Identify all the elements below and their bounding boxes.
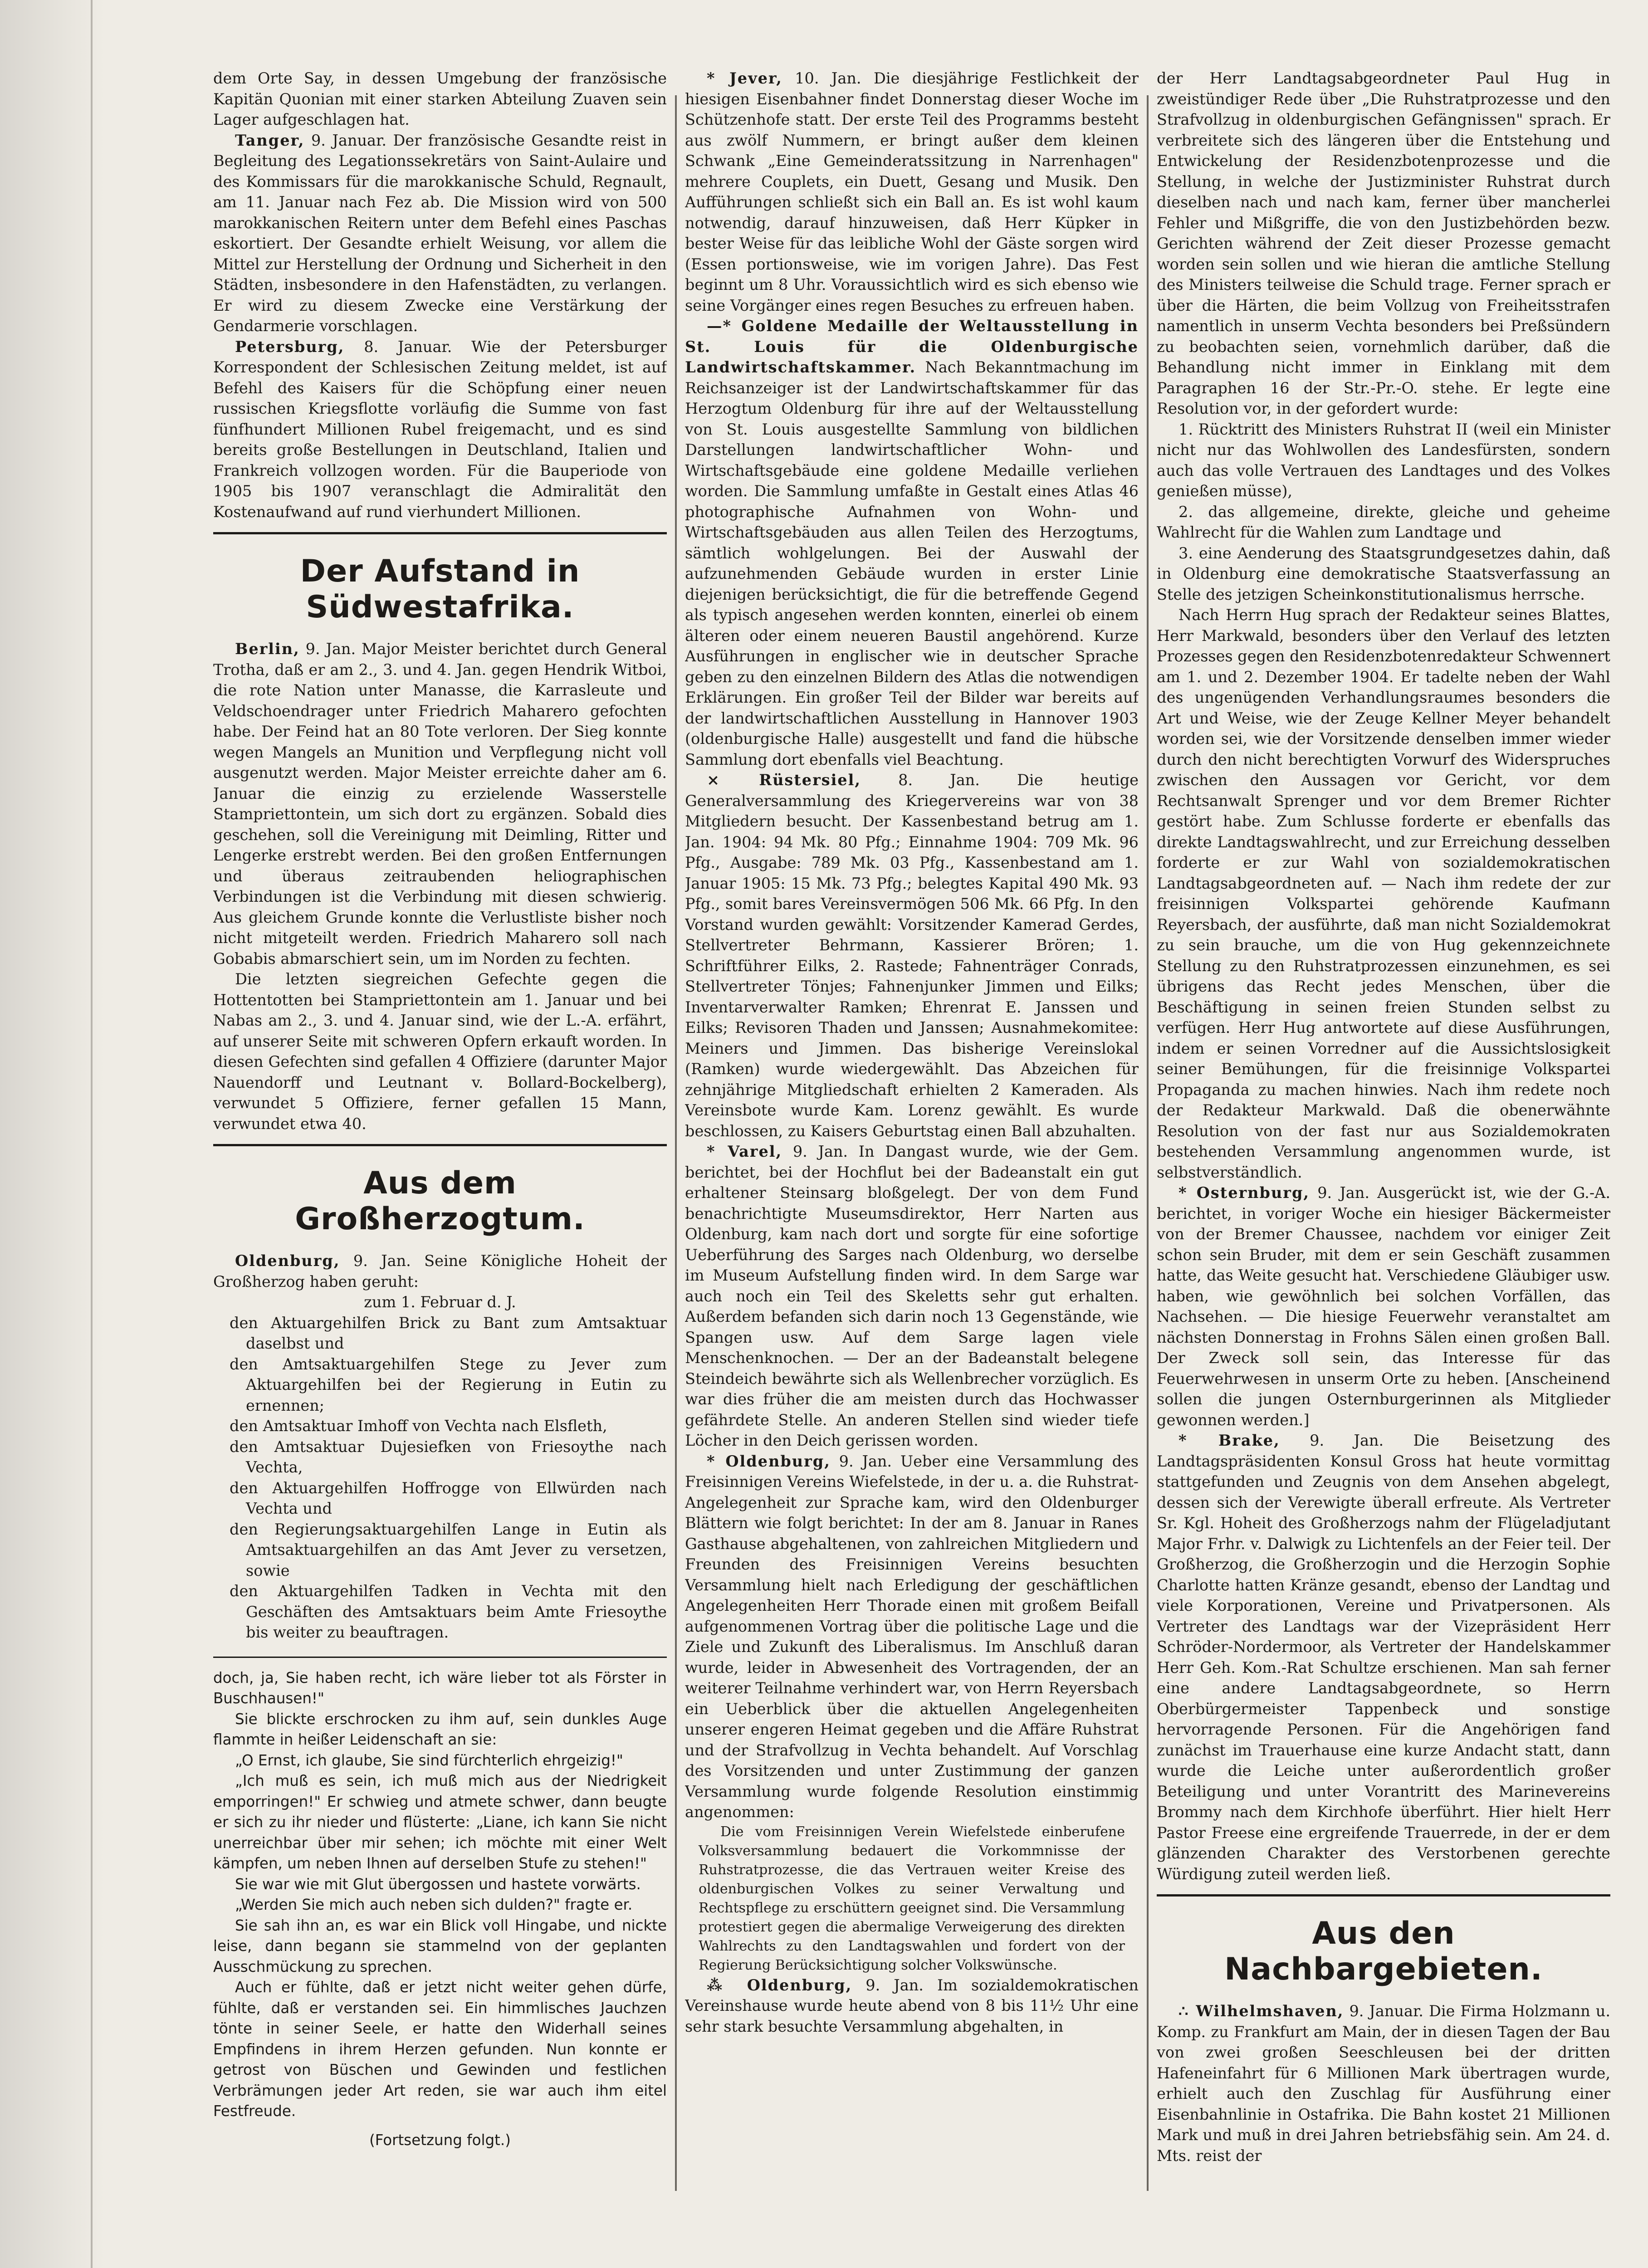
article-jever — [685, 68, 1139, 316]
resolution-item: 3. eine Aenderung des Staatsgrundgesetzes dahin, daß in Oldenburg eine demokratische Staatsverfassung an Stelle des jetzigen Scheinkonstitutionalismus herrsche. — [1157, 544, 1610, 603]
dateline-jever: * Jever, — [707, 69, 782, 87]
article-text: 9. Januar. Der französische Gesandte reist in Begleitung des Legationssekretärs von Saint-Aulaire und des Kommissars für die marokkanische Schuld, Regnault, am 11. Januar nach Fez ab. Die Mission wird von 500 marokkanischen Reitern unter dem Befehl eines Paschas eskortiert. Der Gesandte erhielt Weisung, vor allem die Mittel zur Herstellung der Ordnung und Sicherheit in den Städten, insbesondere in den Hafenstädten, zu verlangen. Er wird zu diesem Zwecke eine Verstärkung der Gendarmerie vorschlagen. — [213, 131, 667, 335]
binding-line — [91, 0, 93, 2268]
article-petersburg — [213, 337, 667, 523]
resolution-item: 1. Rücktritt des Ministers Ruhstrat II (weil ein Minister nicht nur das Wohlwollen des Landesfürsten, sondern auch das volle Vertrauen des Landtages und des Volkes genießen müsse), — [1157, 420, 1610, 500]
dateline-petersburg: Petersburg, — [235, 337, 345, 356]
column-3 — [1157, 68, 1610, 2191]
article-ruestersiel — [685, 770, 1139, 1141]
article-berlin-2: Die letzten siegreichen Gefechte gegen die Hottentotten bei Stampriettontein am 1. Januar und bei Nabas am 2., 3. und 4. Januar sind, wie der L.-A. erfährt, auf unserer Seite mit schweren Opfern erkauft worden. In diesen Gefechten sind gefallen 4 Offiziere (darunter Major Nauendorff und Leutnant v. Bollard-Bockelberg), verwundet 5 Offiziere, ferner gefallen 15 Mann, verwundet etwa 40. — [213, 970, 667, 1133]
resolution-text: Die vom Freisinnigen Verein Wiefelstede einberufene Volksversammlung bedauert die Vorkommnisse der Ruhstratprozesse, die das Vertrauen weiter Kreise des oldenburgischen Volkes zu seiner Verwaltung und Rechtspflege zu erschüttern geeignet sind. Die Versammlung protestiert gegen die abermalige Verweigerung des direkten Wahlrechts zu den Landtagswahlen und fordert von der Regierung Berücksichtigung solcher Volkswünsche. — [699, 1823, 1125, 1973]
appointment-item: den Amtsaktuar Imhoff von Vechta nach Elsfleth, — [230, 1417, 607, 1435]
dateline-wilhelmshaven: ∴ Wilhelmshaven, — [1179, 2002, 1344, 2020]
appointment-item: den Amtsaktuar Dujesiefken von Friesoythe nach Vechta, — [230, 1437, 667, 1476]
section-heading-grossherzogtum: Aus dem Großherzogtum. — [295, 1165, 585, 1237]
dateline-berlin: Berlin, — [235, 640, 300, 658]
appointment-date: zum 1. Februar d. J. — [364, 1293, 516, 1311]
article-text: 9. Jan. Ueber eine Versammlung des Freisinnigen Vereins Wiefelstede, in der u. a. die Ruhstrat-Angelegenheit zur Sprache kam, wird den Oldenburger Blättern wie folgt berichtet: In der am 8. Januar in Ranes Gasthause abgehaltenen, von zahlreichen Mitgliedern und Freunden des Freisinnigen Vereins besuchten Versammlung hielt nach Erledigung der geschäftlichen Angelegenheiten Herr Thorade einen mit großem Beifall aufgenommenen Vortrag über die politische Lage und die Ziele und Zukunft des Liberalismus. Im Anschluß daran wurde, leider in Abwesenheit des Vortragenden, der an weiterer Teilnahme verhindert war, von Herrn Reyersbach ein Ueberblick über die aktuellen Angelegenheiten unserer engeren Heimat gegeben und die Affäre Ruhstrat und der Strafvollzug in Vechta behandelt. Auf Vorschlag des Vorsitzenden und unter Zustimmung der ganzen Versammlung wurde folgende Resolution einstimmig angenommen: — [685, 1452, 1139, 1821]
article-continuation: der Herr Landtagsabgeordneter Paul Hug in zweistündiger Rede über „Die Ruhstratprozesse und den Strafvollzug in oldenburgischen Gefängnissen" sprach. Er verbreitete sich des längeren über die Entstehung und Entwickelung der Residenzbotenprozesse und die Stellung, in welche der Justizminister Ruhstrat durch dieselben nach und nach kam, ferner über mancherlei Fehler und Mißgriffe, die von den Justizbehörden bezw. Gerichten während der Zeit dieser Prozesse gemacht worden sein sollen und wie hieran die amtliche Stellung des Ministers teilweise die Schuld trage. Ferner sprach er über die Härten, die beim Vollzug von Freiheitsstrafen namentlich in unserm Vechta besonders bei Preßsündern zu beobachten seien, vornehmlich darüber, daß die Behandlung nicht immer in Einklang mit dem Paragraphen 16 der Str.-Pr.-O. stehe. Er legte eine Resolution vor, in der gefordert wurde: — [1157, 69, 1610, 417]
article-oldenburg — [213, 1251, 667, 1292]
dateline-ruestersiel: ⨯ Rüstersiel, — [707, 771, 861, 789]
novel-paragraph: Sie war wie mit Glut übergossen und hastete vorwärts. — [235, 1875, 641, 1893]
section-divider — [213, 532, 667, 534]
resolution-item: 2. das allgemeine, direkte, gleiche und geheime Wahlrecht für die Wahlen zum Landtage und — [1157, 503, 1610, 541]
newspaper-page — [213, 68, 1610, 2268]
continuation-note: (Fortsetzung folgt.) — [369, 2131, 511, 2149]
article-text: 9. Januar. Die Firma Holzmann u. Komp. zu Frankfurt am Main, der in diesen Tagen der Bau von zwei großen Seeschleusen bei der dritten Hafeneinfahrt für 6 Millionen Mark übertragen wurde, erhielt auch den Zuschlag für Ausführung einer Eisenbahnlinie in Ostafrika. Die Bahn kostet 21 Millionen Mark und muß in drei Jahren betriebsfähig sein. Am 24. d. Mts. reist der — [1157, 2002, 1610, 2165]
article-text: 9. Jan. Major Meister berichtet durch General Trotha, daß er am 2., 3. und 4. Jan. gegen Hendrik Witboi, die rote Nation unter Manasse, die Karrasleute und Veldschoendrager unter Friedrich Maharero gefochten habe. Der Feind hat an 80 Tote verloren. Der Sieg konnte wegen Mangels an Munition und Verpflegung nicht voll ausgenutzt werden. Major Meister erreichte daher am 6. Januar die einzig zu erzielende Wasserstelle Stampriettontein, um sich dort zu ergänzen. Sobald dies geschehen, soll die Vereinigung mit Deimling, Ritter und Lengerke erstrebt werden. Bei den großen Entfernungen und überaus zeitraubenden heliographischen Verbindungen ist die Verbindung mit diesen schwierig. Aus gleichem Grunde konnte die Verlustliste bisher noch nicht mitgeteilt werden. Friedrich Maharero soll nach Gobabis abmarschiert sein, um im Norden zu fechten. — [213, 640, 667, 968]
dateline-medaille: —* Goldene Medaille der Weltausstellung in St. Louis für die Oldenburgische Landwirtschaftskammer. — [685, 317, 1139, 376]
article-oldenburg-2 — [685, 1451, 1139, 1823]
article-text: 9. Jan. Seine Königliche Hoheit der Großherzog haben geruht: — [213, 1252, 667, 1290]
column-separator — [1147, 95, 1149, 2191]
article-medaille — [685, 316, 1139, 770]
dateline-varel: * Varel, — [707, 1143, 782, 1160]
dateline-oldenburg: Oldenburg, — [235, 1252, 340, 1270]
appointment-item: den Amtsaktuargehilfen Stege zu Jever zum Aktuargehilfen bei der Regierung in Eutin zu ernennen; — [230, 1355, 667, 1414]
appointment-item: den Regierungsaktuargehilfen Lange in Eutin als Amtsaktuargehilfen an das Amt Jever zu versetzen, sowie — [230, 1520, 667, 1579]
dateline-tanger: Tanger, — [235, 131, 305, 149]
novel-paragraph: Auch er fühlte, daß er jetzt nicht weiter gehen dürfe, fühlte, daß er verstanden sei. Ein himmlisches Jauchzen tönte in seiner Seele, er hatte den Widerhall seines Empfindens in ihrem Herzen gefunden. Nun konnte er getrost von Büschen und Gewinden und festlichen Verbrämungen jeder Art reden, sie war auch ihm eitel Festfreude. — [213, 1979, 667, 2120]
appointment-item: den Aktuargehilfen Hoffrogge von Ellwürden nach Vechta und — [230, 1479, 667, 1517]
article-berlin — [213, 639, 667, 969]
article-text: 8. Jan. Die heutige Generalversammlung des Kriegervereins war von 38 Mitgliedern besucht. Der Kassenbestand betrug am 1. Jan. 1904: 94 Mk. 80 Pfg.; Einnahme 1904: 709 Mk. 96 Pfg., Ausgabe: 789 Mk. 03 Pfg., Kassenbestand am 1. Januar 1905: 15 Mk. 73 Pfg.; belegtes Kapital 490 Mk. 93 Pfg., somit bares Vereinsvermögen 506 Mk. 66 Pfg. In den Vorstand wurden gewählt: Vorsitzender Kamerad Gerdes, Stellvertreter Behrmann, Kassierer Brören; 1. Schriftführer Eilks, 2. Rastede; Fahnenträger Conrads, Stellvertreter Tönjes; Fahnenjunker Jimmen und Eilks; Inventarverwalter Ramken; Ehrenrat E. Janssen und Eilks; Revisoren Thaden und Janssen; Ausnahmekomitee: Meiners und Jimmen. Das bisherige Vereinslokal (Ramken) wurde wiedergewählt. Das Abzeichen für zehnjährige Mitgliedschaft erhielten 2 Kameraden. Als Vereinsbote wurde Kam. Lorenz gewählt. Es wurde beschlossen, zu Kaisers Geburtstag einen Ball abzuhalten. — [685, 771, 1139, 1140]
novel-paragraph: doch, ja, Sie haben recht, ich wäre lieber tot als Förster in Buschhausen!" — [213, 1669, 667, 1707]
novel-paragraph: Sie blickte erschrocken zu ihm auf, sein dunkles Auge flammte in heißer Leidenschaft an sie: — [213, 1710, 667, 1748]
article-text: Nach Bekanntmachung im Reichsanzeiger ist der Landwirtschaftskammer für das Herzogtum Oldenburg für ihre auf der Weltausstellung von St. Louis ausgestellte Sammlung von bildlichen Darstellungen landwirtschaftlicher Wohn- und Wirtschaftsgebäude eine goldene Medaille verliehen worden. Die Sammlung umfaßte in Gestalt eines Atlas 46 photographische Aufnahmen von Wohn- und Wirtschaftsgebäuden aus allen Teilen des Herzogtums, sämtlich wohlgelungen. Bei der Auswahl der aufzunehmenden Gebäude wurden in erster Linie diejenigen berücksichtigt, die für die betreffende Gegend als typisch angesehen werden konnten, einerlei ob einem älteren oder einem neueren Baustil angehörend. Kurze Ausführungen in englischer wie in deutscher Sprache geben zu den einzelnen Bildern des Atlas die notwendigen Erklärungen. Ein großer Teil der Bilder war bereits auf der landwirtschaftlichen Ausstellung in Hannover 1903 (oldenburgische Halle) ausgestellt und fand die hübsche Sammlung dort ebenfalls viel Beachtung. — [685, 358, 1139, 768]
feuilleton-divider — [213, 1657, 667, 1658]
novel-paragraph: Sie sah ihn an, es war ein Blick voll Hingabe, und nickte leise, dann begann sie stammelnd von der geplanten Ausschmückung zu sprechen. — [213, 1916, 667, 1975]
article-tanger — [213, 130, 667, 337]
appointment-list — [213, 1313, 667, 1643]
article-text: 8. Januar. Wie der Petersburger Korrespondent der Schlesischen Zeitung meldet, ist auf Befehl des Kaisers für die Schöpfung einer neuen russischen Kriegsflotte vorläufig die Summe von fast fünfhundert Millionen Rubel freigemacht, und es sind bereits große Bestellungen in Deutschland, Italien und Frankreich vollzogen worden. Für die Bauperiode von 1905 bis 1907 veranschlagt die Admiralität den Kostenaufwand auf rund vierhundert Millionen. — [213, 337, 667, 521]
article-osternburg — [1157, 1183, 1610, 1430]
article-wilhelmshaven — [1157, 2001, 1610, 2166]
section-heading-nachbar: Aus den Nachbargebieten. — [1224, 1916, 1543, 1987]
novel-paragraph: „Ich muß es sein, ich muß mich aus der Niedrigkeit emporringen!" Er schwieg und atmete schwer, dann beugte er sich zu ihr nieder und flüsterte: „Liane, ich kann Sie nicht unerreichbar über mir sehen; ich möchte mit einer Welt kämpfen, um neben Ihnen auf derselben Stufe zu stehen!" — [213, 1772, 667, 1872]
dateline-oldenburg-3: ⁂ Oldenburg, — [707, 1976, 852, 1994]
dateline-osternburg: * Osternburg, — [1179, 1184, 1310, 1202]
article-varel — [685, 1141, 1139, 1451]
article-paragraph: Nach Herrn Hug sprach der Redakteur seines Blattes, Herr Markwald, besonders über den Verlauf des letzten Prozesses gegen den Residenzbotenredakteur Schwennert am 1. und 2. Dezember 1904. Er tadelte neben der Wahl des ungenügenden Verhandlungsraumes besonders die Art und Weise, wie der Zeuge Kellner Meyer behandelt worden sei, wie der Vorsitzende denselben immer wieder durch den nicht berechtigten Vorwurf des Widerspruches zwischen den Aussagen vor Gericht, vor dem Rechtsanwalt Sprenger und vor dem Bremer Richter gestört habe. Zum Schlusse forderte er ebenfalls das direkte Landtagswahlrecht, und zur Erreichung desselben forderte er zur Wahl von sozialdemokratischen Landtagsabgeordneten auf. — Nach ihm redete der zur freisinnigen Volkspartei gehörende Kaufmann Reyersbach, der ausführte, daß man nicht Sozialdemokrat zu sein brauche, um die von Hug gekennzeichnete Stellung zu den Ruhstratprozessen einzunehmen, es sei übrigens das Recht jedes Menschen, über die Beschäftigung in seinen freien Stunden selbst zu verfügen. Herr Hug antwortete auf diese Ausführungen, indem er seinen Vorredner auf die Aussichtslosigkeit seiner Bemühungen, für die freisinnige Volkspartei Propaganda zu machen hinwies. Nach ihm redete noch der Redakteur Markwald. Daß die obenerwähnte Resolution von der fast nur aus Sozialdemokraten bestehenden Versammlung angenommen wurde, ist selbstverständlich. — [1157, 606, 1610, 1181]
section-heading-aufstand: Der Aufstand in Südwestafrika. — [300, 553, 580, 625]
novel-paragraph: „O Ernst, ich glaube, Sie sind fürchterlich ehrgeizig!" — [235, 1751, 623, 1769]
column-separator — [675, 95, 677, 2191]
article-text: 9. Jan. Ausgerückt ist, wie der G.-A. berichtet, in voriger Woche ein hiesiger Bäckermeister von der Bremer Chaussee, nachdem vor einiger Zeit schon sein Bruder, mit dem er sein Geschäft zusammen hatte, das Weite gesucht hat. Verschiedene Gläubiger usw. haben, wie gewöhnlich bei solchen Vorfällen, das Nachsehen. — Die hiesige Feuerwehr veranstaltet am nächsten Donnerstag in Frohns Sälen einen großen Ball. Der Zweck soll sein, das Interesse für das Feuerwehrwesen in unserm Orte zu heben. [Anscheinend sollen die jungen Osternburgerinnen als Mitglieder gewonnen werden.] — [1157, 1184, 1610, 1429]
appointment-item: den Aktuargehilfen Tadken in Vechta mit den Geschäften des Amtsaktuars beim Amte Friesoythe bis weiter zu beauftragen. — [230, 1582, 667, 1641]
article-continuation: dem Orte Say, in dessen Umgebung der französische Kapitän Quonian mit einer starken Abteilung Zuaven sein Lager aufgeschlagen hat. — [213, 69, 667, 128]
article-text: 9. Jan. Die Beisetzung des Landtagspräsidenten Konsul Gross hat heute vormittag stattgefunden und Zeugnis von dem Ansehen abgelegt, dessen sich der Verewigte überall erfreute. Als Vertreter Sr. Kgl. Hoheit des Großherzogs nahm der Flügeladjutant Major Frhr. v. Dalwigk zu Lichtenfels an der Feier teil. Der Großherzog, die Großherzogin und die Herzogin Sophie Charlotte hatten Kränze gesandt, ebenso der Landtag und viele Korporationen, Vereine und Privatpersonen. Als Vertreter des Landtags war der Vizepräsident Herr Schröder-Nordermoor, als Vertreter der Handelskammer Herr Geh. Kom.-Rat Schultze erschienen. Man sah ferner eine andere Landtagsabgeordnete, so Herrn Oberbürgermeister Tappenbeck und sonstige hervorragende Personen. Für die Angehörigen fand zunächst im Trauerhause eine kurze Andacht statt, dann wurde die Leiche unter außerordentlich großer Beteiligung und unter Vorantritt des Marinevereins Brommy nach dem Kirchhofe überführt. Hier hielt Herr Pastor Freese eine ergreifende Trauerrede, in der er dem glänzenden Charakter des Verstorbenen gerechte Würdigung zuteil werden ließ. — [1157, 1432, 1610, 1883]
article-text: 10. Jan. Die diesjährige Festlichkeit der hiesigen Eisenbahner findet Donnerstag dieser Woche im Schützenhofe statt. Der erste Teil des Programms besteht aus zwölf Nummern, er bringt außer dem kleinen Schwank „Eine Gemeinderatssitzung in Narrenhagen" mehrere Couplets, ein Duett, Gesang und Musik. Den Aufführungen schließt sich ein Ball an. Es ist wohl kaum notwendig, darauf hinzuweisen, daß Herr Küpker in bester Weise für das leibliche Wohl der Gäste sorgen wird (Essen portionsweise, wie im vorigen Jahre). Das Fest beginnt um 8 Uhr. Voraussichtlich wird es sich ebenso wie seine Vorgänger eines regen Besuches zu erfreuen haben. — [685, 69, 1139, 314]
feuilleton-novel — [213, 1668, 667, 2151]
section-divider — [1157, 1894, 1610, 1897]
article-text: 9. Jan. In Dangast wurde, wie der Gem. berichtet, bei der Hochflut bei der Badeanstalt ein gut erhaltener Steinsarg bloßgelegt. Der von dem Fund benachrichtigte Museumsdirektor, Herr Narten aus Oldenburg, kam nach dort und sorgte für eine sofortige Ueberführung des Sarges nach Oldenburg, wo derselbe im Museum Aufstellung finden wird. In dem Sarge war auch noch ein Teil des Skeletts sehr gut erhalten. Außerdem befanden sich darin noch 13 Gegenstände, wie Spangen usw. Auf dem Sarge lagen viele Menschenknochen. — Der an der Badeanstalt belegene Steindeich bewährte sich als Wellenbrecher vorzüglich. Es war dies früher die am meisten durch das Hochwasser gefährdete Stelle. An anderen Stellen sind wieder tiefe Löcher in den Deich gerissen worden. — [685, 1143, 1139, 1449]
column-1 — [213, 68, 667, 2191]
novel-paragraph: „Werden Sie mich auch neben sich dulden?" fragte er. — [235, 1896, 633, 1913]
dateline-brake: * Brake, — [1179, 1432, 1280, 1449]
article-text: 9. Jan. Im sozialdemokratischen Vereinshause wurde heute abend von 8 bis 11½ Uhr eine sehr stark besuchte Versammlung abgehalten, in — [685, 1976, 1139, 2035]
article-brake — [1157, 1430, 1610, 1884]
page-fold-shadow — [0, 0, 104, 2268]
column-2 — [685, 68, 1139, 2191]
dateline-oldenburg-2: * Oldenburg, — [707, 1452, 831, 1470]
article-oldenburg-3 — [685, 1975, 1139, 2037]
appointment-item: den Aktuargehilfen Brick zu Bant zum Amtsaktuar daselbst und — [230, 1314, 667, 1352]
section-divider — [213, 1144, 667, 1146]
